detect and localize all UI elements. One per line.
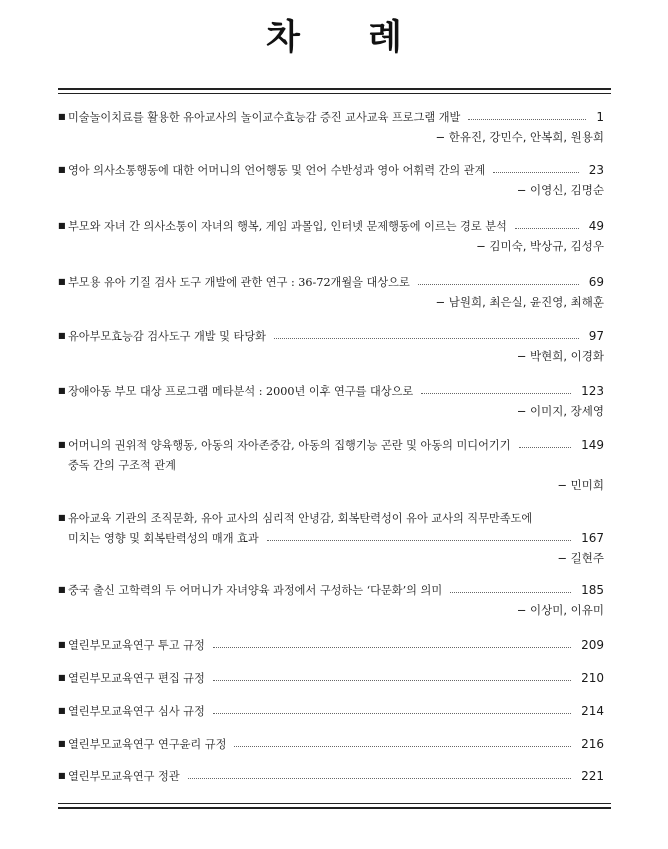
entry-page: 209 — [581, 638, 604, 652]
top-divider — [58, 88, 611, 90]
entry-authors: − 이영신, 김명순 — [516, 183, 604, 197]
entry-page: 123 — [581, 384, 604, 398]
entry-page: 185 — [581, 583, 604, 597]
dot-leader — [213, 647, 571, 648]
bullet-icon: ■ — [58, 385, 66, 395]
toc-entry[interactable] — [58, 734, 604, 754]
bullet-icon: ■ — [58, 672, 66, 682]
toc-entry[interactable] — [58, 766, 604, 786]
entry-title[interactable]: 유아교육 기관의 조직문화, 유아 교사의 심리적 안녕감, 회복탄력성이 유아 교사의 직무만족도에 — [68, 512, 533, 525]
dot-leader — [188, 778, 571, 779]
entry-page: 216 — [581, 737, 604, 751]
dot-leader — [450, 592, 571, 593]
entry-title[interactable]: 열린부모교육연구 심사 규정 — [68, 705, 205, 718]
toc-entry[interactable] — [58, 216, 604, 256]
dot-leader — [519, 447, 572, 448]
entry-title-continued[interactable]: 미치는 영향 및 회복탄력성의 매개 효과 — [68, 532, 259, 545]
entry-authors: − 길현주 — [557, 551, 604, 565]
dot-leader — [421, 393, 571, 394]
toc-entry[interactable] — [58, 272, 604, 312]
bullet-icon: ■ — [58, 276, 66, 286]
entry-title[interactable]: 열린부모교육연구 투고 규정 — [68, 639, 205, 652]
toc-entry[interactable] — [58, 580, 604, 620]
bullet-icon: ■ — [58, 111, 66, 121]
top-divider-thin — [58, 93, 611, 94]
toc-entry[interactable] — [58, 508, 604, 568]
dot-leader — [213, 680, 571, 681]
entry-page: 49 — [588, 219, 604, 233]
toc-entry[interactable] — [58, 435, 604, 495]
dot-leader — [213, 713, 571, 714]
bullet-icon: ■ — [58, 164, 66, 174]
bullet-icon: ■ — [58, 512, 66, 522]
toc-entry[interactable] — [58, 381, 604, 421]
entry-title[interactable]: 장애아동 부모 대상 프로그램 메타분석 : 2000년 이후 연구를 대상으로 — [68, 385, 414, 398]
bullet-icon: ■ — [58, 330, 66, 340]
entry-page: 210 — [581, 671, 604, 685]
page-title: 차 례 — [266, 18, 430, 58]
dot-leader — [234, 746, 571, 747]
entry-authors: − 박현희, 이경화 — [516, 349, 604, 363]
entry-title-continued[interactable]: 중독 간의 구조적 관계 — [68, 459, 176, 472]
bullet-icon: ■ — [58, 738, 66, 748]
entry-title[interactable]: 중국 출신 고학력의 두 어머니가 자녀양육 과정에서 구성하는 ‘다문화’의 의미 — [68, 584, 443, 597]
bullet-icon: ■ — [58, 584, 66, 594]
entry-title[interactable]: 미술놀이치료를 활용한 유아교사의 놀이교수효능감 증진 교사교육 프로그램 개발 — [68, 111, 461, 124]
bottom-divider — [58, 807, 611, 809]
entry-page: 97 — [588, 329, 604, 343]
entry-page: 221 — [581, 769, 604, 783]
entry-authors: − 김미숙, 박상규, 김성우 — [476, 239, 604, 253]
bottom-divider-thin — [58, 803, 611, 804]
dot-leader — [267, 540, 571, 541]
bullet-icon: ■ — [58, 770, 66, 780]
toc-entry[interactable] — [58, 107, 604, 147]
dot-leader — [468, 119, 586, 120]
entry-authors: − 남원희, 최은실, 윤진영, 최해훈 — [435, 295, 604, 309]
entry-authors: − 민미희 — [557, 478, 604, 492]
entry-page: 23 — [588, 163, 604, 177]
dot-leader — [515, 228, 579, 229]
bullet-icon: ■ — [58, 439, 66, 449]
entry-page: 149 — [581, 438, 604, 452]
entry-authors: − 한유진, 강민수, 안복희, 원용희 — [435, 130, 604, 144]
entry-authors: − 이미지, 장세영 — [516, 404, 604, 418]
entry-page: 1 — [596, 110, 604, 124]
entry-page: 214 — [581, 704, 604, 718]
dot-leader — [274, 338, 579, 339]
entry-title[interactable]: 영아 의사소통행동에 대한 어머니의 언어행동 및 언어 수반성과 영아 어휘력 간의 관계 — [68, 164, 486, 177]
toc-entry[interactable] — [58, 668, 604, 688]
toc-entry[interactable] — [58, 160, 604, 200]
entry-title[interactable]: 열린부모교육연구 정관 — [68, 770, 180, 783]
bullet-icon: ■ — [58, 639, 66, 649]
entry-authors: − 이상미, 이유미 — [516, 603, 604, 617]
toc-entry[interactable] — [58, 635, 604, 655]
entry-title[interactable]: 어머니의 권위적 양육행동, 아동의 자아존중감, 아동의 집행기능 곤란 및 아동의 미디어기기 — [68, 439, 511, 452]
entry-title[interactable]: 부모용 유아 기질 검사 도구 개발에 관한 연구 : 36-72개월을 대상으로 — [68, 276, 410, 289]
entry-page: 167 — [581, 531, 604, 545]
entry-title[interactable]: 부모와 자녀 간 의사소통이 자녀의 행복, 게임 과몰입, 인터넷 문제행동에 이르는 경로 분석 — [68, 220, 507, 233]
toc-entry[interactable] — [58, 701, 604, 721]
entry-title[interactable]: 열린부모교육연구 편집 규정 — [68, 672, 205, 685]
toc-entry[interactable] — [58, 326, 604, 366]
entry-title[interactable]: 유아부모효능감 검사도구 개발 및 타당화 — [68, 330, 266, 343]
bullet-icon: ■ — [58, 220, 66, 230]
dot-leader — [418, 284, 579, 285]
dot-leader — [493, 172, 578, 173]
bullet-icon: ■ — [58, 705, 66, 715]
entry-title[interactable]: 열린부모교육연구 연구윤리 규정 — [68, 738, 227, 751]
entry-page: 69 — [588, 275, 604, 289]
